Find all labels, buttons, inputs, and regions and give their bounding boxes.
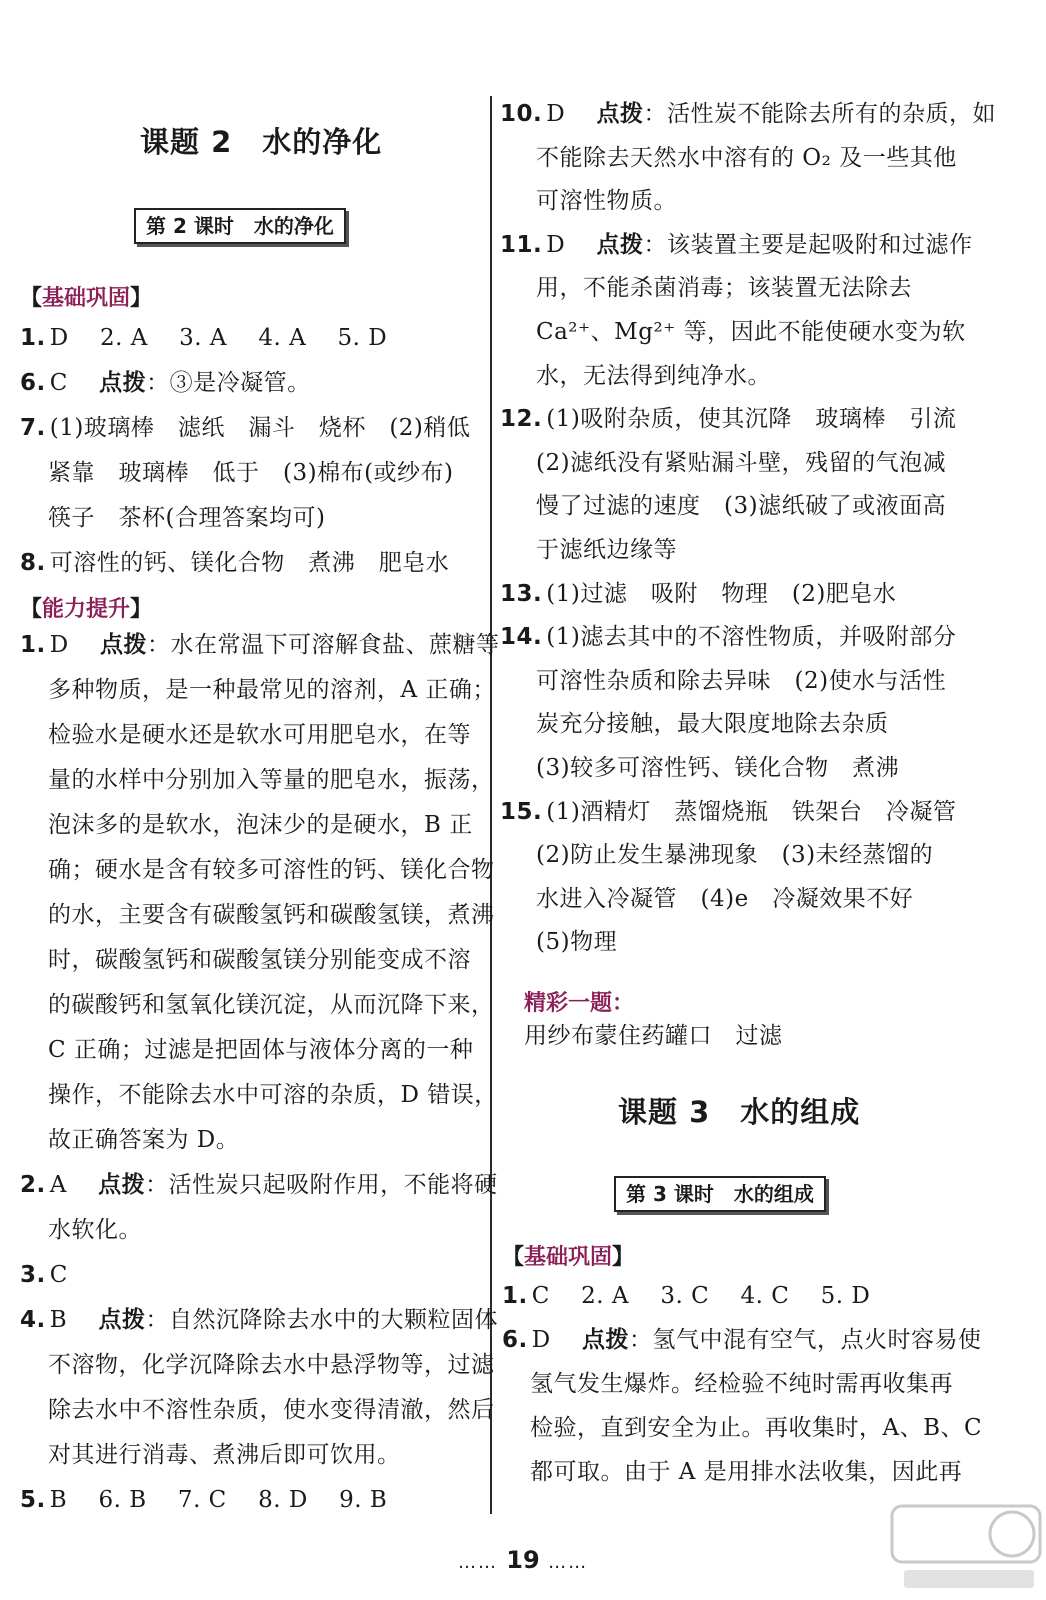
answer-line — [48, 724, 471, 747]
answer-text: (1)过滤 吸附 物理 (2)肥皂水 — [546, 580, 897, 607]
answer-number: 6. — [20, 370, 46, 396]
answer-text: 检验，直到安全为止。再收集时，A、B、C — [530, 1415, 983, 1441]
answer-line — [536, 321, 966, 344]
answer-text: 氢气发生爆炸。经检验不纯时需再收集再 — [530, 1371, 953, 1397]
answer-text: D 点拨：活性炭不能除去所有的杂质，如 — [546, 101, 997, 127]
answer-text: 的水，主要含有碳酸氢钙和碳酸氢镁，煮沸 — [48, 902, 495, 928]
watermark-circle — [990, 1512, 1034, 1556]
answer-line — [48, 1084, 498, 1107]
answer-number: 13. — [500, 580, 543, 607]
answer-text: 的碳酸钙和氢氧化镁沉淀，从而沉降下来， — [48, 992, 495, 1018]
answer-text: 炭充分接触，最大限度地除去杂质 — [536, 711, 889, 738]
answer-text: 水软化。 — [48, 1217, 142, 1243]
answer-number: 14. — [500, 624, 543, 651]
answer-text: B 点拨：自然沉降除去水中的大颗粒固体 — [49, 1307, 498, 1333]
answer-text: 不能除去天然水中溶有的 O₂ 及一些其他 — [536, 144, 957, 171]
answer-text: (3)较多可溶性钙、镁化合物 煮沸 — [536, 755, 900, 781]
answer-line — [20, 634, 500, 657]
answer-text: 慢了过滤的速度 (3)滤纸破了或液面高 — [536, 493, 947, 520]
answer-line — [500, 798, 957, 825]
answer-line — [20, 1264, 68, 1287]
answer-line — [500, 231, 973, 258]
answer-line — [502, 1285, 870, 1308]
answer-line — [20, 417, 470, 440]
answer-line — [536, 757, 899, 780]
hint-keyword: 点拨 — [98, 1172, 146, 1198]
answer-line — [48, 814, 473, 837]
answer-text: 多种物质，是一种最常见的溶剂，A 正确； — [48, 677, 496, 703]
answer-text: 可溶性物质。 — [536, 188, 677, 215]
answer-text: (5)物理 — [536, 929, 618, 956]
answer-text: 紧靠 玻璃棒 低于 (3)棉布(或纱布) — [48, 460, 454, 486]
footer-dots-right: …… — [548, 1552, 589, 1573]
watermark-logo — [886, 1500, 1046, 1596]
answer-number: 11. — [500, 231, 543, 258]
answer-line — [48, 994, 495, 1017]
answer-line — [536, 449, 947, 476]
answer-line — [20, 372, 311, 395]
answer-line — [536, 539, 677, 562]
answer-line — [500, 103, 996, 126]
answer-number: 1. — [20, 325, 46, 351]
answer-line — [48, 1354, 495, 1377]
answer-text: C 正确；过滤是把固体与液体分离的一种 — [48, 1037, 474, 1063]
answer-number: 12. — [500, 406, 543, 433]
section-heading-basic: 【基础巩固】 — [20, 286, 153, 311]
answer-text: (1)玻璃棒 滤纸 漏斗 烧杯 (2)稍低 — [49, 415, 471, 441]
answer-line — [536, 495, 946, 518]
answer-text: 水进入冷凝管 (4)e 冷凝效果不好 — [536, 885, 914, 912]
answer-line — [530, 1373, 953, 1396]
answer-text: 操作，不能除去水中可溶的杂质，D 错误， — [48, 1082, 498, 1108]
answer-text: D 点拨：水在常温下可溶解食盐、蔗糖等 — [49, 632, 500, 658]
answer-text: 筷子 茶杯(合理答案均可) — [48, 505, 326, 531]
answer-line — [536, 931, 617, 954]
answer-text: 确；硬水是含有较多可溶性的钙、镁化合物 — [48, 857, 495, 883]
answer-line — [48, 1399, 495, 1422]
answer-number: 5. — [20, 1487, 46, 1513]
hint-keyword: 点拨 — [596, 101, 644, 127]
answer-line — [536, 667, 947, 694]
answer-line — [500, 580, 897, 607]
answer-line — [536, 713, 889, 736]
lesson-label-box: 第 2 课时 水的净化 — [134, 208, 346, 244]
answer-number: 7. — [20, 415, 46, 441]
answer-line — [48, 949, 471, 972]
answer-text: (1)吸附杂质，使其沉降 玻璃棒 引流 — [546, 406, 957, 433]
footer-dots-left: …… — [457, 1552, 498, 1573]
answer-text: (2)防止发生暴沸现象 (3)未经蒸馏的 — [536, 842, 934, 869]
answer-text: 故正确答案为 D。 — [48, 1127, 240, 1153]
answer-line — [500, 408, 956, 431]
section-heading-basic-2: 【基础巩固】 — [502, 1245, 635, 1270]
answer-line — [530, 1461, 962, 1484]
answer-text: D 2. A 3. A 4. A 5. D — [49, 325, 388, 351]
watermark-band — [904, 1570, 1034, 1588]
answer-line — [20, 552, 449, 575]
hint-keyword: 点拨 — [99, 370, 147, 396]
answer-line — [536, 844, 933, 867]
answer-number: 3. — [20, 1262, 46, 1288]
answer-text: 对其进行消毒、煮沸后即可饮用。 — [48, 1442, 401, 1468]
answer-line — [48, 679, 496, 702]
hint-keyword: 点拨 — [98, 1307, 146, 1333]
answer-line — [48, 507, 325, 530]
answer-line — [48, 1444, 401, 1467]
answer-number: 8. — [20, 550, 46, 576]
page-number: 19 — [506, 1546, 540, 1574]
answer-text: 都可取。由于 A 是用排水法收集，因此再 — [530, 1459, 963, 1485]
answer-text: 时，碳酸氢钙和碳酸氢镁分别能变成不溶 — [48, 947, 471, 973]
lesson-label-box-2: 第 3 课时 水的组成 — [614, 1176, 826, 1212]
answer-text: 可溶性的钙、镁化合物 煮沸 肥皂水 — [49, 550, 450, 576]
hint-keyword: 点拨 — [596, 231, 644, 258]
answer-text: D 点拨：该装置主要是起吸附和过滤作 — [546, 231, 973, 258]
answer-line — [502, 1329, 982, 1352]
answer-text: (2)滤纸没有紧贴漏斗壁，残留的气泡减 — [536, 449, 947, 476]
answer-number: 1. — [502, 1283, 528, 1309]
answer-line — [536, 144, 957, 171]
answer-text: 量的水样中分别加入等量的肥皂水，振荡， — [48, 767, 495, 793]
answer-line — [48, 859, 495, 882]
answer-line — [48, 769, 495, 792]
answer-number: 15. — [500, 798, 543, 825]
answer-text: Ca²⁺、Mg²⁺ 等，因此不能使硬水变为软 — [536, 319, 966, 345]
answer-text: 检验水是硬水还是软水可用肥皂水，在等 — [48, 722, 471, 748]
answer-text: (1)酒精灯 蒸馏烧瓶 铁架台 冷凝管 — [546, 798, 957, 825]
answer-text: 泡沫多的是软水，泡沫少的是硬水，B 正 — [48, 812, 473, 838]
answer-text: 水，无法得到纯净水。 — [536, 362, 771, 389]
section-heading-featured: 精彩一题： — [524, 991, 635, 1016]
answer-line — [48, 904, 495, 927]
answer-text: C 点拨：③是冷凝管。 — [49, 370, 311, 396]
answer-line — [530, 1417, 982, 1440]
answer-text: 可溶性杂质和除去异味 (2)使水与活性 — [536, 667, 947, 694]
answer-number: 4. — [20, 1307, 46, 1333]
answer-text: D 点拨：氢气中混有空气，点火时容易使 — [531, 1327, 982, 1353]
answer-line — [20, 1489, 387, 1512]
answer-text: 不溶物，化学沉降除去水中悬浮物等，过滤 — [48, 1352, 495, 1378]
answer-number: 1. — [20, 632, 46, 658]
answer-line — [20, 327, 387, 350]
watermark-frame — [892, 1506, 1040, 1562]
section-heading-ability: 【能力提升】 — [20, 597, 153, 622]
section-title-lesson2: 课题 2 水的净化 — [140, 125, 383, 159]
answer-line — [48, 1219, 142, 1242]
answer-line — [536, 190, 677, 213]
hint-keyword: 点拨 — [582, 1327, 630, 1353]
answer-line — [536, 277, 912, 300]
answer-text: B 6. B 7. C 8. D 9. B — [49, 1487, 388, 1513]
answer-text: 用，不能杀菌消毒；该装置无法除去 — [536, 275, 912, 302]
answer-line — [20, 1309, 498, 1332]
answer-line — [48, 1039, 473, 1062]
answer-line — [536, 885, 914, 912]
answer-text: A 点拨：活性炭只起吸附作用，不能将硬 — [49, 1172, 498, 1198]
column-divider — [490, 96, 492, 1514]
answer-number: 10. — [500, 101, 543, 127]
section-title-lesson3: 课题 3 水的组成 — [618, 1095, 861, 1129]
answer-text: 除去水中不溶性杂质，使水变得清澈，然后 — [48, 1397, 495, 1423]
featured-answer: 用纱布蒙住药罐口 过滤 — [524, 1023, 783, 1049]
answer-line — [20, 1174, 498, 1197]
answer-line — [536, 362, 771, 389]
answer-line — [500, 626, 956, 649]
hint-keyword: 点拨 — [100, 632, 148, 658]
answer-number: 2. — [20, 1172, 46, 1198]
answer-line — [48, 1129, 239, 1152]
answer-line — [48, 462, 454, 485]
answer-text: (1)滤去其中的不溶性物质，并吸附部分 — [546, 624, 957, 651]
answer-text: C — [49, 1262, 68, 1288]
answer-text: C 2. A 3. C 4. C 5. D — [531, 1283, 871, 1309]
answer-text: 于滤纸边缘等 — [536, 537, 677, 563]
answer-number: 6. — [502, 1327, 528, 1353]
